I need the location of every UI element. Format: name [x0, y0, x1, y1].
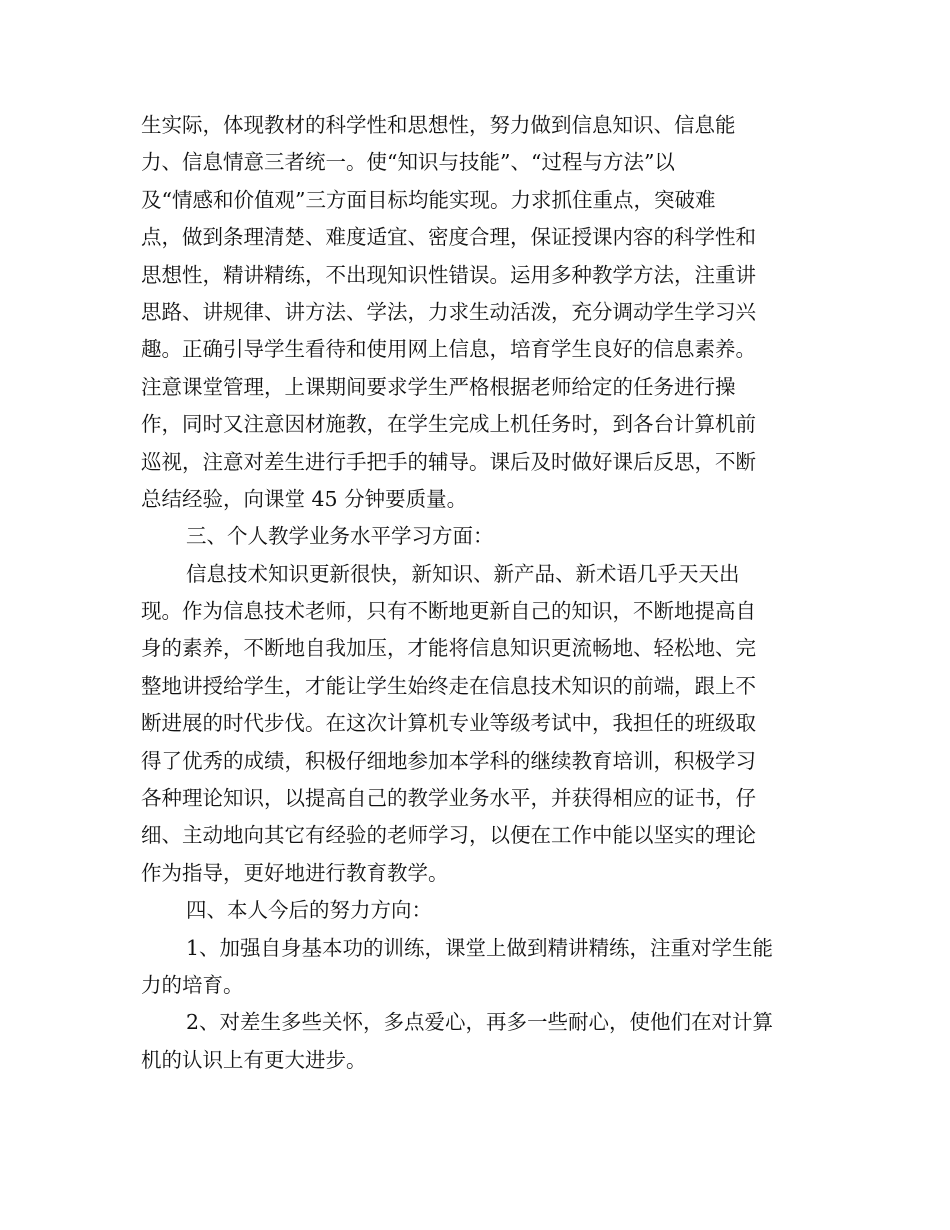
text-line: 思路、讲规律、讲方法、学法，力求生动活泼，充分调动学生学习兴	[141, 299, 756, 324]
text-line: 整地讲授给学生，才能让学生始终走在信息技术知识的前端，跟上不	[141, 673, 756, 698]
document-body	[141, 107, 811, 1079]
text-line: 得了优秀的成绩，积极仔细地参加本学科的继续教育培训，积极学习	[141, 748, 756, 773]
text-line: 作为指导，更好地进行教育教学。	[141, 860, 449, 885]
text-line: 各种理论知识，以提高自己的教学业务水平，并获得相应的证书，仔	[141, 786, 756, 811]
text-line: 点，做到条理清楚、难度适宜、密度合理，保证授课内容的科学性和	[141, 225, 756, 250]
text-line: 作，同时又注意因材施教，在学生完成上机任务时，到各台计算机前	[141, 412, 756, 437]
text-line: 及“情感和价值观”三方面目标均能实现。力求抓住重点，突破难	[141, 187, 716, 212]
text-line: 机的认识上有更大进步。	[141, 1047, 367, 1072]
text-line: 细、主动地向其它有经验的老师学习，以便在工作中能以坚实的理论	[141, 823, 756, 848]
list-item: 1、加强自身基本功的训练，课堂上做到精讲精练，注重对学生能	[186, 935, 774, 960]
text-line: 信息技术知识更新很快，新知识、新产品、新术语几乎天天出	[186, 561, 740, 586]
text-line: 注意课堂管理，上课期间要求学生严格根据老师给定的任务进行操	[141, 374, 736, 399]
text-line: 思想性，精讲精练，不出现知识性错误。运用多种教学方法，注重讲	[141, 262, 756, 287]
section-heading: 四、本人今后的努力方向：	[186, 898, 432, 923]
text-line: 生实际，体现教材的科学性和思想性，努力做到信息知识、信息能	[141, 113, 736, 137]
section-heading: 三、个人教学业务水平学习方面：	[186, 524, 494, 549]
text-line: 趣。正确引导学生看待和使用网上信息，培育学生良好的信息素养。	[141, 337, 756, 362]
text-line: 力、信息情意三者统一。使“知识与技能”、“过程与方法”以	[141, 150, 675, 175]
text-line: 断进展的时代步伐。在这次计算机专业等级考试中，我担任的班级取	[141, 711, 756, 736]
text-line: 总结经验，向课堂 45 分钟要质量。	[141, 486, 468, 511]
text-line: 力的培育。	[141, 972, 244, 997]
text-line: 身的素养，不断地自我加压，才能将信息知识更流畅地、轻松地、完	[141, 636, 756, 661]
list-item: 2、对差生多些关怀，多点爱心，再多一些耐心，使他们在对计算	[186, 1010, 774, 1035]
text-line: 巡视，注意对差生进行手把手的辅导。课后及时做好课后反思，不断	[141, 449, 756, 474]
text-line: 现。作为信息技术老师，只有不断地更新自己的知识，不断地提高自	[141, 599, 756, 624]
